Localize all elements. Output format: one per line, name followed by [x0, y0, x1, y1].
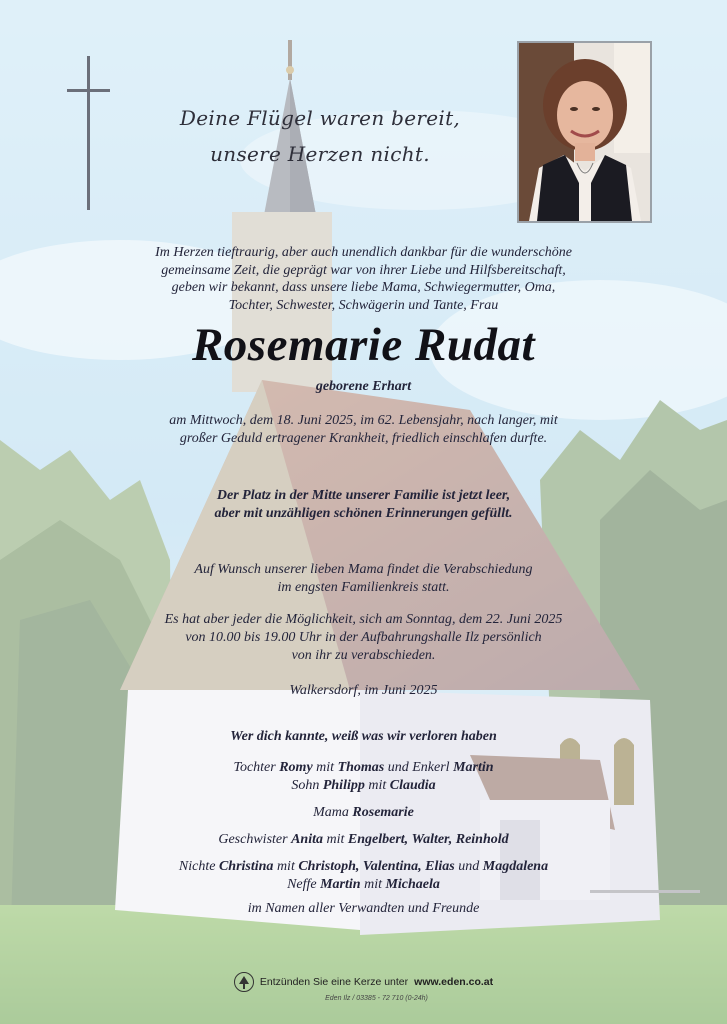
known-line: Wer dich kannte, weiß was wir verloren haben — [230, 729, 497, 744]
family-member: Valentina, — [362, 859, 422, 874]
family-member: Philipp — [322, 778, 365, 793]
family-member: Martin — [453, 760, 494, 775]
member-name: Engelbert — [347, 832, 405, 847]
farewell-2-line-2: von 10.00 bis 19.00 Uhr in der Aufbahrungshalle Ilz persönlich — [185, 630, 542, 645]
family-line-son — [100, 777, 627, 795]
footer-contact: Eden Ilz / 03385 - 72 710 (0-24h) — [325, 994, 428, 1002]
connector: mit — [316, 760, 335, 775]
relation-label: Geschwister — [218, 832, 288, 847]
place-date: Walkersdorf, im Juni 2025 — [289, 683, 438, 698]
family-member: Michaela — [385, 877, 440, 892]
farewell-2-line-1: Es hat aber jeder die Möglichkeit, sich am Sonntag, dem 22. Juni 2025 — [164, 612, 563, 627]
relation-label: Nichte — [178, 859, 216, 874]
death-notice — [100, 412, 627, 448]
farewell-2-line-3: von ihr zu verabschieden. — [291, 648, 436, 663]
family-member: Claudia — [389, 778, 436, 793]
motto-line-1: Deine Flügel waren bereit, — [179, 106, 461, 130]
tree-logo-glyph — [238, 976, 250, 989]
connector: mit — [368, 778, 387, 793]
memorial-quote — [100, 487, 627, 523]
farewell-1-line-1: Auf Wunsch unserer lieben Mama findet die Verabschiedung — [194, 562, 533, 577]
footer — [0, 972, 727, 1002]
connector: mit — [326, 832, 345, 847]
closing-line: im Namen aller Verwandten und Freunde — [247, 901, 480, 916]
motto-verse — [170, 100, 470, 172]
maiden-name: geborene Erhart — [315, 379, 412, 394]
farewell-paragraph-2 — [100, 611, 627, 665]
intro-line-1: Im Herzen tieftraurig, aber auch unendlich dankbar für die wunderschöne — [155, 245, 572, 260]
relation-label: Neffe — [287, 877, 317, 892]
cross-horizontal-bar — [67, 89, 110, 92]
member-name: Walter — [411, 832, 449, 847]
family-group-siblings — [100, 831, 627, 849]
family-group-children — [100, 759, 627, 795]
family-member: Thomas — [337, 760, 385, 775]
connector: mit — [364, 877, 382, 892]
family-member: Romy — [279, 760, 313, 775]
intro-text — [100, 244, 627, 314]
family-member: Anita — [291, 832, 323, 847]
family-list — [100, 759, 627, 903]
footer-text: Entzünden Sie eine Kerze unter — [259, 976, 409, 988]
tree-logo-icon — [234, 972, 254, 992]
family-line-nephew — [100, 876, 627, 894]
portrait-photo — [517, 41, 652, 223]
family-member: Christina — [218, 859, 274, 874]
footer-line — [234, 972, 493, 992]
family-line-niece — [100, 858, 627, 876]
connector: und — [458, 859, 480, 874]
family-member: Martin — [320, 877, 361, 892]
intro-line-2: gemeinsame Zeit, die geprägt war von ihrer Liebe und Hilfsbereitschaft, — [161, 262, 566, 278]
family-line-daughter — [100, 759, 627, 777]
portrait-illustration — [519, 43, 650, 221]
family-member: Reinhold — [455, 832, 509, 847]
relation-label: Tochter — [233, 760, 276, 775]
relation-label: Sohn — [291, 778, 320, 793]
farewell-1-line-2: im engsten Familienkreis statt. — [277, 580, 450, 595]
family-member: Magdalena — [482, 859, 549, 874]
relation-label: Mama — [313, 805, 349, 820]
motto-line-2: unsere Herzen nicht. — [210, 142, 430, 166]
cross-vertical-bar — [87, 56, 90, 210]
family-member: Rosemarie — [352, 805, 414, 820]
family-group-mother — [100, 804, 627, 822]
footer-link[interactable]: www.eden.co.at — [414, 976, 494, 988]
deceased-name: Rosemarie Rudat — [191, 319, 536, 371]
family-group-niece-nephew — [100, 858, 627, 894]
quote-line-1: Der Platz in der Mitte unserer Familie ist jetzt leer, — [216, 488, 511, 503]
intro-line-4: Tochter, Schwester, Schwägerin und Tante, Frau — [228, 297, 499, 313]
death-line-1: am Mittwoch, dem 18. Juni 2025, im 62. Lebensjahr, nach langer, mit — [169, 413, 558, 428]
member-name: Christoph — [298, 859, 356, 874]
family-member: Walter, — [411, 832, 453, 847]
connector: mit — [276, 859, 295, 874]
family-member: Elias — [425, 859, 455, 874]
connector: und Enkerl — [387, 760, 450, 775]
farewell-paragraph-1 — [100, 561, 627, 597]
intro-line-3: geben wir bekannt, dass unsere liebe Mama, Schwiegermutter, Oma, — [171, 280, 556, 295]
family-member: Christoph, — [298, 859, 360, 874]
death-line-2: großer Geduld ertragener Krankheit, friedlich einschlafen durfte. — [179, 431, 548, 446]
member-name: Valentina — [362, 859, 419, 874]
family-member: Engelbert, — [347, 832, 409, 847]
quote-line-2: aber mit unzähligen schönen Erinnerungen gefüllt. — [214, 506, 513, 521]
